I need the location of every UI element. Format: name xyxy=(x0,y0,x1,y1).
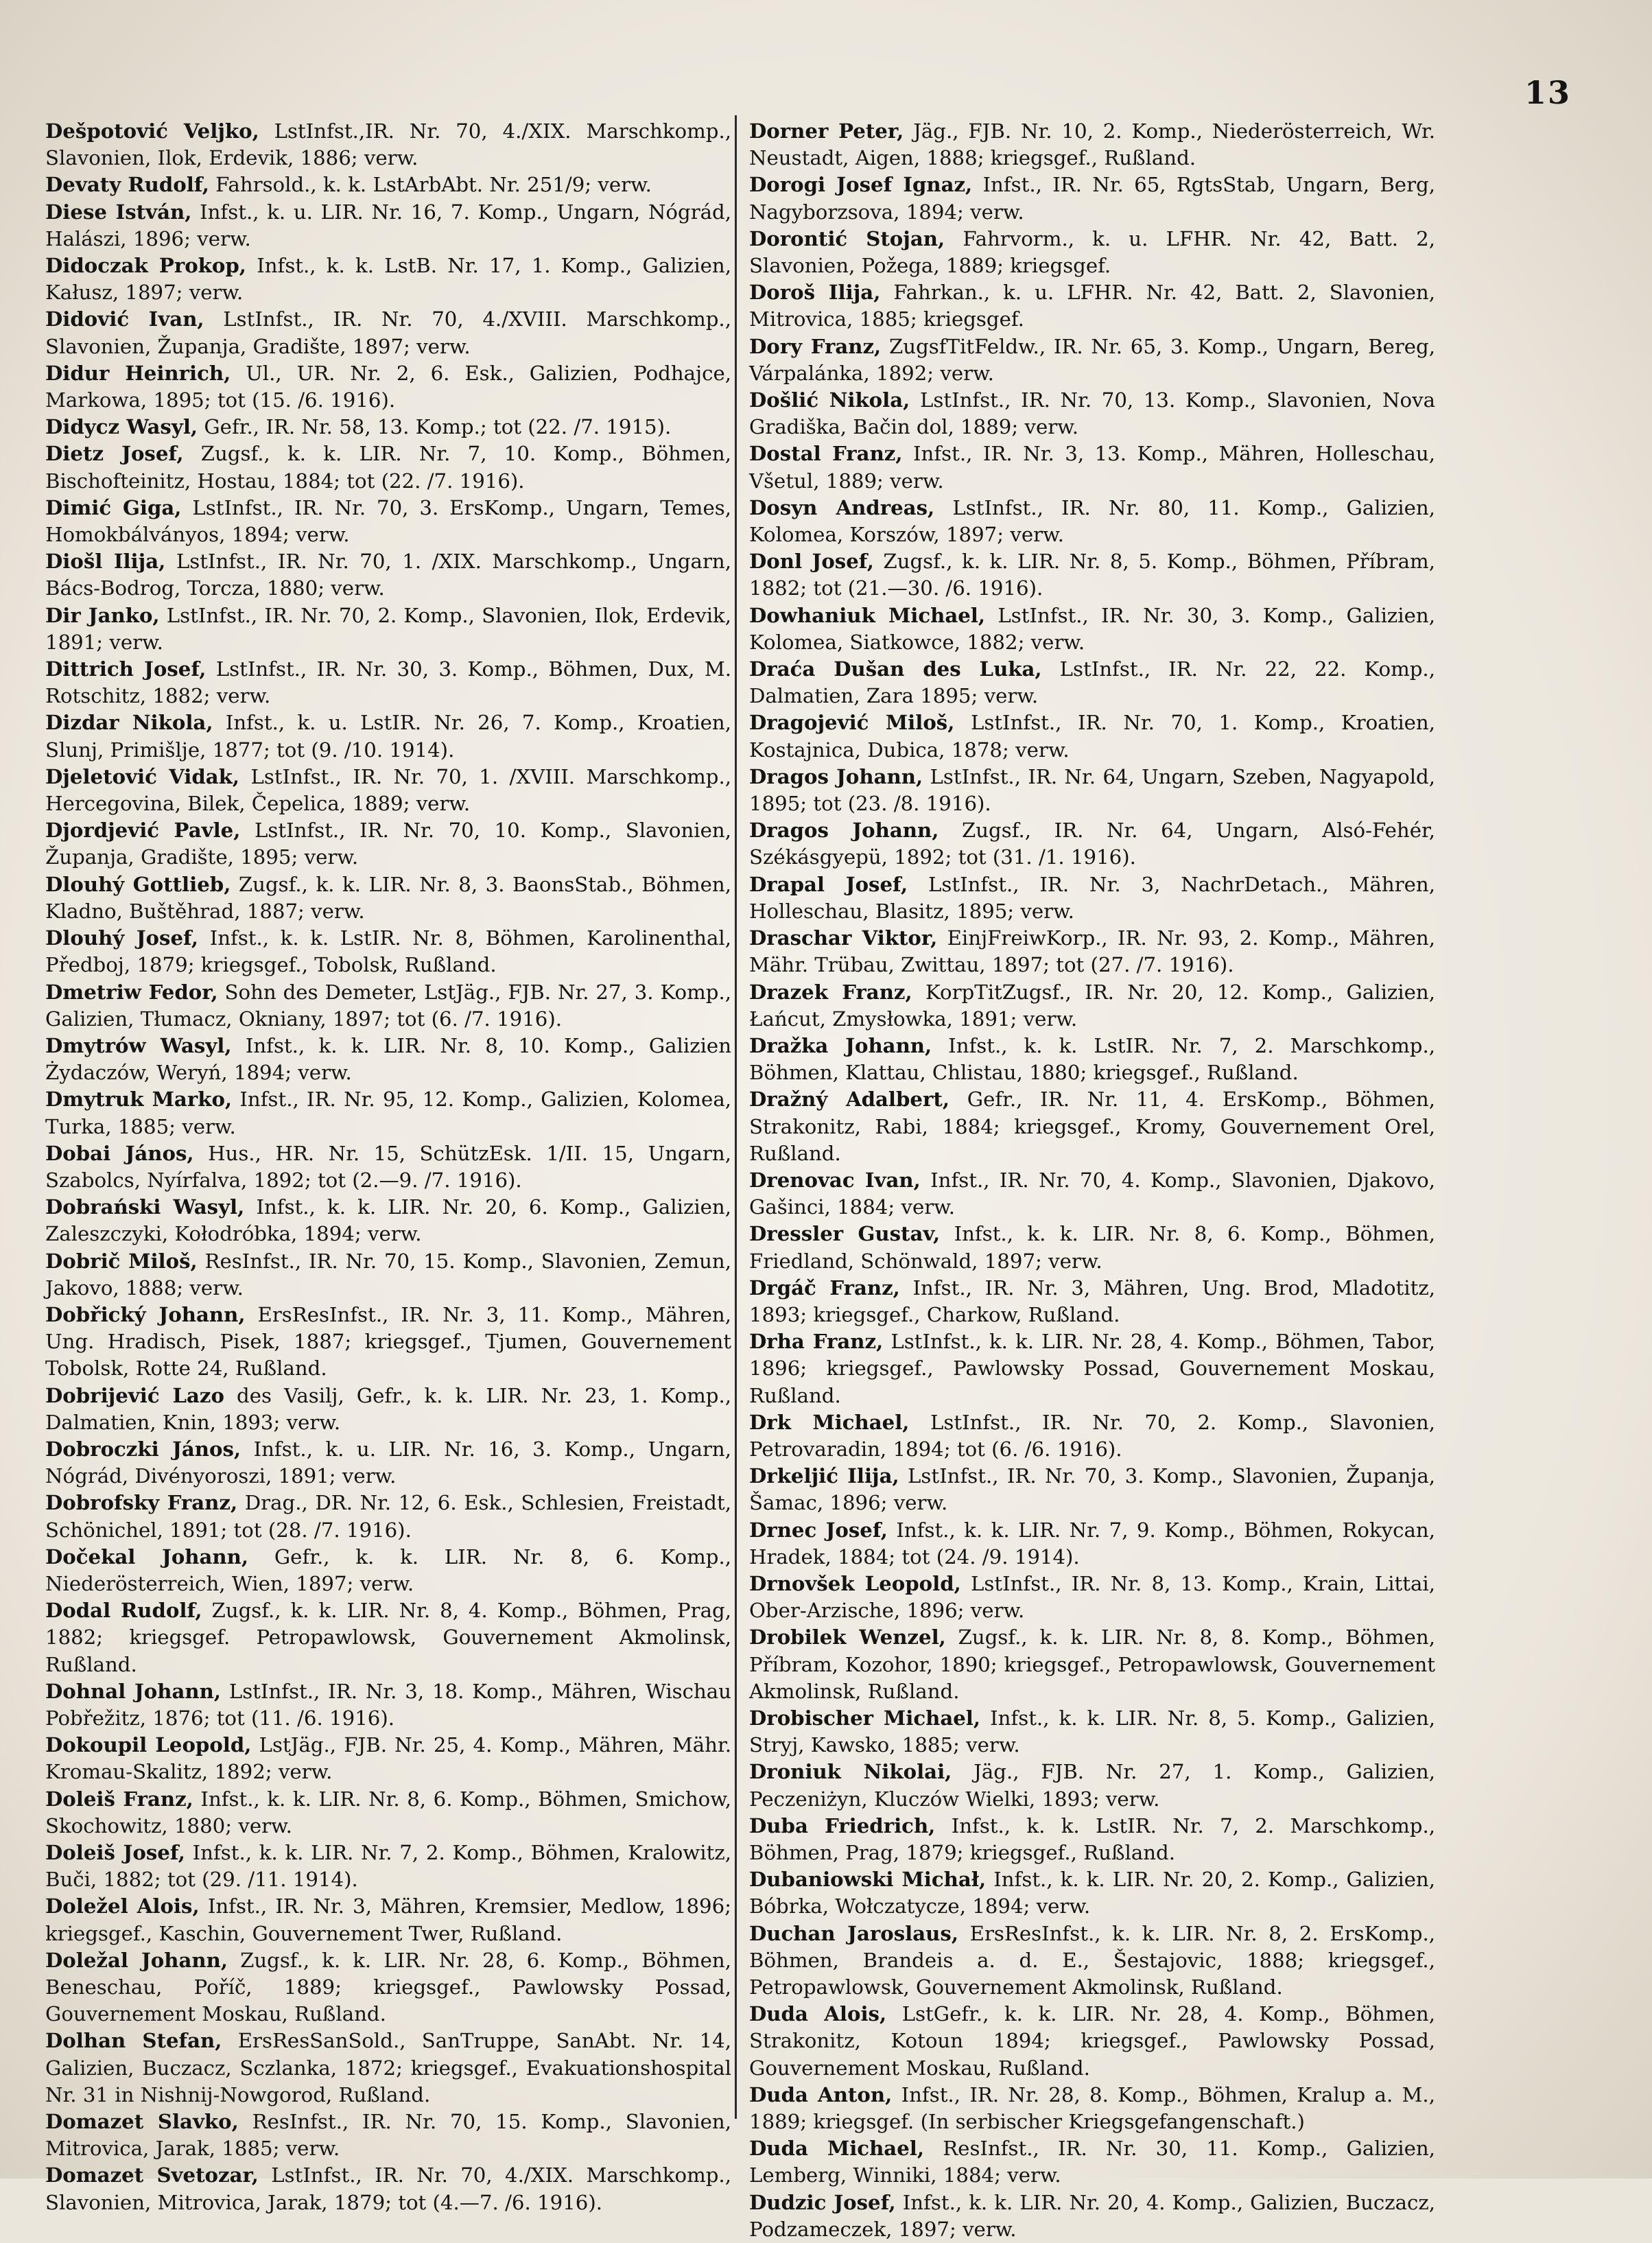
entry-details: Jäg., FJB. Nr. 27, 1. Komp., Galizien, Peczeniżyn, Kluczów Wielki, 1893; verw. xyxy=(749,1760,1436,1811)
entry-details: LstInfst., IR. Nr. 70, 3. ErsKomp., Ungarn, Temes, Homokbálványos, 1894; verw. xyxy=(45,495,731,547)
register-entry xyxy=(45,1033,731,1086)
register-entry xyxy=(749,925,1435,978)
register-entry xyxy=(45,1248,731,1302)
entry-name: Dohnal Johann, xyxy=(45,1679,221,1703)
register-entry xyxy=(45,199,731,253)
register-entry xyxy=(45,1490,731,1543)
entry-details: Zugsf., k. k. LIR. Nr. 8, 8. Komp., Böhmen, Příbram, Kozohor, 1890; kriegsgef., Petropawlowsk, Gouvernement Akmolinsk, Rußland. xyxy=(749,1625,1435,1703)
register-entry xyxy=(45,1383,731,1436)
entry-details: LstGefr., k. k. LIR. Nr. 28, 4. Komp., Böhmen, Strakonitz, Kotoun 1894; kriegsgef., Pawlowsky Possad, Gouvernement Moskau, Rußland. xyxy=(749,2002,1435,2080)
entry-details: Infst., k. u. LIR. Nr. 16, 7. Komp., Ungarn, Nógrád, Halászi, 1896; verw. xyxy=(45,200,732,250)
entry-name: Draschar Viktor, xyxy=(749,926,938,950)
entry-details: ZugsfTitFeldw., IR. Nr. 65, 3. Komp., Ungarn, Bereg, Várpalánka, 1892; verw. xyxy=(749,334,1436,385)
register-entry xyxy=(749,387,1435,441)
entry-name: Dobrofsky Franz, xyxy=(45,1491,238,1515)
entry-name: Doležal Johann, xyxy=(45,1948,228,1972)
register-entry xyxy=(749,1033,1435,1086)
entry-name: Doležel Alois, xyxy=(45,1894,200,1918)
entry-name: Dragojević Miloš, xyxy=(749,711,955,735)
register-entry xyxy=(45,1786,731,1840)
entry-name: Devaty Rudolf, xyxy=(45,173,209,197)
entry-details: KorpTitZugsf., IR. Nr. 20, 12. Komp., Galizien, Łańcut, Zmysłowka, 1891; verw. xyxy=(749,980,1435,1031)
entry-details: LstInfst., IR. Nr. 70, 10. Komp., Slavonien, Županja, Gradište, 1895; verw. xyxy=(45,819,731,869)
entry-details: Zugsf., k. k. LIR. Nr. 8, 4. Komp., Böhmen, Prag, 1882; kriegsgef. Petropawlowsk, Gouvernement Akmolinsk, Rußland. xyxy=(45,1599,731,1676)
register-entry xyxy=(45,495,731,548)
entry-details: Zugsf., k. k. LIR. Nr. 28, 6. Komp., Böhmen, Beneschau, Poříč, 1889; kriegsgef., Pawlowsky Possad, Gouvernement Moskau, Rußland. xyxy=(45,1948,731,2026)
entry-name: Dostal Franz, xyxy=(749,442,903,466)
entry-name: Dobrański Wasyl, xyxy=(45,1195,245,1219)
entry-name: Dobai János, xyxy=(45,1141,194,1165)
entry-name: Dorogi Josef Ignaz, xyxy=(749,173,973,197)
entry-name: Dmetriw Fedor, xyxy=(45,980,218,1004)
register-entry xyxy=(749,495,1435,548)
entry-details: Infst., k. k. LIR. Nr. 8, 10. Komp., Galizien Żydaczów, Weryń, 1894; verw. xyxy=(45,1033,731,1085)
left-column xyxy=(45,118,731,2216)
entry-name: Dressler Gustav, xyxy=(749,1222,941,1246)
entry-name: Dmytrów Wasyl, xyxy=(45,1033,232,1057)
entry-name: Drobilek Wenzel, xyxy=(749,1625,946,1649)
register-entry xyxy=(45,602,731,656)
entry-details: LstJäg., FJB. Nr. 25, 4. Komp., Mähren, Mähr. Kromau-Skalitz, 1892; verw. xyxy=(45,1733,731,1784)
entry-name: Dobřický Johann, xyxy=(45,1302,246,1326)
entry-name: Dubaniowski Michał, xyxy=(749,1868,987,1892)
page-number: 13 xyxy=(1524,74,1571,111)
register-entry xyxy=(749,548,1435,602)
register-entry xyxy=(749,1463,1435,1516)
entry-name: Drazek Franz, xyxy=(749,980,912,1004)
entry-details: LstInfst., IR. Nr. 70, 1. /XIX. Marschkomp., Ungarn, Bács-Bodrog, Torcza, 1880; verw. xyxy=(45,550,731,600)
entry-details: ResInfst., IR. Nr. 70, 15. Komp., Slavonien, Zemun, Jakovo, 1888; verw. xyxy=(45,1249,731,1300)
entry-name: Dobrijević Lazo xyxy=(45,1383,224,1407)
register-entry xyxy=(749,2189,1435,2243)
entry-name: Dlouhý Josef, xyxy=(45,926,199,950)
entry-name: Došlić Nikola, xyxy=(749,388,910,412)
entry-details: des Vasilj, Gefr., k. k. LIR. Nr. 23, 1. Komp., Dalmatien, Knin, 1893; verw. xyxy=(45,1383,731,1434)
entry-details: LstInfst., IR. Nr. 70, 3. Komp., Slavonien, Županja, Šamac, 1896; verw. xyxy=(749,1464,1435,1515)
entry-name: Domazet Slavko, xyxy=(45,2110,239,2134)
entry-name: Duba Friedrich, xyxy=(749,1813,936,1837)
register-entry xyxy=(45,817,731,871)
entry-name: Dlouhý Gottlieb, xyxy=(45,872,231,896)
entry-details: ResInfst., IR. Nr. 70, 15. Komp., Slavonien, Mitrovica, Jarak, 1885; verw. xyxy=(45,2110,731,2161)
entry-name: Duchan Jaroslaus, xyxy=(749,1921,958,1945)
register-entry xyxy=(749,871,1435,925)
entry-name: Didoczak Prokop, xyxy=(45,254,246,278)
entry-details: LstInfst., IR. Nr. 30, 3. Komp., Galizien, Kolomea, Siatkowce, 1882; verw. xyxy=(749,603,1435,654)
entry-details: Infst., IR. Nr. 3, Mähren, Kremsier, Medlow, 1896; kriegsgef., Kaschin, Gouvernement Twer, Rußland. xyxy=(45,1894,732,1945)
entry-details: Infst., k. k. LIR. Nr. 8, 6. Komp., Böhmen, Friedland, Schönwald, 1897; verw. xyxy=(749,1222,1435,1273)
entry-details: Hus., HR. Nr. 15, SchützEsk. 1/II. 15, Ungarn, Szabolcs, Nyírfalva, 1892; tot (2.—9. /7. 1916). xyxy=(45,1141,731,1192)
register-entry xyxy=(749,2135,1435,2189)
entry-name: Dittrich Josef, xyxy=(45,657,206,681)
entry-details: Infst., k. k. LIR. Nr. 20, 2. Komp., Galizien, Bóbrka, Wołczatycze, 1894; verw. xyxy=(749,1868,1436,1918)
entry-details: ErsResInfst., k. k. LIR. Nr. 8, 2. ErsKomp., Böhmen, Brandeis a. d. E., Šestajovic, 1888; kriegsgef., Petropawlowsk, Gouvernement Akmolinsk, Rußland. xyxy=(749,1921,1436,1999)
register-entry xyxy=(45,1140,731,1194)
register-entry xyxy=(749,226,1435,279)
entry-details: ResInfst., IR. Nr. 30, 11. Komp., Galizien, Lemberg, Winniki, 1884; verw. xyxy=(749,2137,1435,2187)
register-entry xyxy=(45,1302,731,1383)
entry-details: LstInfst.,IR. Nr. 70, 4./XIX. Marschkomp., Slavonien, Ilok, Erdevik, 1886; verw. xyxy=(45,119,731,170)
register-entry xyxy=(749,1328,1435,1409)
entry-name: Diošl Ilija, xyxy=(45,550,166,574)
register-entry xyxy=(45,1194,731,1247)
entry-name: Dragos Johann, xyxy=(749,819,939,843)
entry-name: Dorner Peter, xyxy=(749,119,904,143)
entry-details: LstInfst., IR. Nr. 70, 4./XVIII. Marschkomp., Slavonien, Županja, Gradište, 1897; verw. xyxy=(45,307,731,358)
entry-details: Drag., DR. Nr. 12, 6. Esk., Schlesien, Freistadt, Schönichel, 1891; tot (28. /7. 1916). xyxy=(45,1491,731,1542)
register-entry xyxy=(749,1167,1435,1221)
register-entry xyxy=(749,172,1435,225)
register-entry xyxy=(45,1678,731,1732)
register-entry xyxy=(749,1517,1435,1571)
entry-name: Djordjević Pavle, xyxy=(45,819,241,843)
right-column xyxy=(749,118,1435,2243)
register-entry xyxy=(45,253,731,306)
entry-name: Didycz Wasyl, xyxy=(45,415,198,439)
entry-details: Infst., IR. Nr. 95, 12. Komp., Galizien, Kolomea, Turka, 1885; verw. xyxy=(45,1088,732,1138)
entry-details: Infst., k. k. LIR. Nr. 20, 4. Komp., Galizien, Buczacz, Podzameczek, 1897; verw. xyxy=(749,2190,1435,2241)
entry-details: ErsResInfst., IR. Nr. 3, 11. Komp., Mähren, Ung. Hradisch, Pisek, 1887; kriegsgef., Tjumen, Gouvernement Tobolsk, Rotte 24, Rußland. xyxy=(45,1302,731,1381)
entry-details: ErsResSanSold., SanTruppe, SanAbt. Nr. 14, Galizien, Buczacz, Sczlanka, 1872; kriegsgef., Evakuationshospital Nr. 31 in Nishnij-Nowgorod, Rußland. xyxy=(45,2029,731,2106)
entry-name: Doleiš Franz, xyxy=(45,1787,193,1811)
entry-name: Diese István, xyxy=(45,200,192,224)
entry-name: Duda Michael, xyxy=(749,2137,925,2161)
register-entry xyxy=(749,1624,1435,1705)
register-entry xyxy=(749,709,1435,763)
register-entry xyxy=(45,548,731,602)
entry-name: Duda Alois, xyxy=(749,2002,887,2026)
entry-details: Infst., IR. Nr. 28, 8. Komp., Böhmen, Kralup a. M., 1889; kriegsgef. (In serbischer Kriegsgefangenschaft.) xyxy=(749,2082,1435,2134)
register-entry xyxy=(749,1866,1435,1920)
entry-details: Jäg., FJB. Nr. 10, 2. Komp., Niederösterreich, Wr. Neustadt, Aigen, 1888; kriegsgef., Rußland. xyxy=(749,119,1435,170)
entry-name: Drenovac Ivan, xyxy=(749,1168,921,1192)
entry-details: LstInfst., IR. Nr. 80, 11. Komp., Galizien, Kolomea, Korszów, 1897; verw. xyxy=(749,495,1435,547)
register-entry xyxy=(45,979,731,1033)
entry-name: Dory Franz, xyxy=(749,334,882,358)
entry-details: Infst., IR. Nr. 70, 4. Komp., Slavonien, Djakovo, Gašinci, 1884; verw. xyxy=(749,1168,1435,1219)
entry-name: Dodal Rudolf, xyxy=(45,1599,202,1623)
entry-name: Drgáč Franz, xyxy=(749,1276,900,1300)
register-entry xyxy=(45,1732,731,1785)
column-divider xyxy=(735,115,737,2119)
register-entry xyxy=(45,1597,731,1678)
register-entry xyxy=(749,1086,1435,1167)
register-entry xyxy=(749,118,1435,172)
entry-name: Drk Michael, xyxy=(749,1410,910,1434)
register-entry xyxy=(749,1759,1435,1812)
register-entry xyxy=(45,1086,731,1140)
entry-name: Dočekal Johann, xyxy=(45,1545,249,1569)
entry-name: Dražka Johann, xyxy=(749,1033,932,1057)
entry-name: Dietz Josef, xyxy=(45,442,184,466)
entry-details: Infst., k. k. LstIR. Nr. 8, Böhmen, Karolinenthal, Předboj, 1879; kriegsgef., Tobolsk, Rußland. xyxy=(45,926,731,977)
entry-details: Infst., k. k. LstIR. Nr. 7, 2. Marschkomp., Böhmen, Prag, 1879; kriegsgef., Rußland. xyxy=(749,1813,1436,1864)
entry-details: Infst., k. k. LIR. Nr. 8, 5. Komp., Galizien, Stryj, Kawsko, 1885; verw. xyxy=(749,1706,1435,1757)
register-entry xyxy=(749,441,1435,494)
entry-details: EinjFreiwKorp., IR. Nr. 93, 2. Komp., Mähren, Mähr. Trübau, Zwittau, 1897; tot (27. /7. 1916). xyxy=(749,926,1435,977)
entry-name: Dešpotović Veljko, xyxy=(45,119,259,143)
register-entry xyxy=(749,656,1435,709)
entry-details: Gefr., IR. Nr. 58, 13. Komp.; tot (22. /7. 1915). xyxy=(204,415,672,439)
entry-name: Drobischer Michael, xyxy=(749,1706,981,1730)
entry-details: Fahrvorm., k. u. LFHR. Nr. 42, Batt. 2, Slavonien, Požega, 1889; kriegsgef. xyxy=(749,226,1436,278)
entry-name: Dudzic Josef, xyxy=(749,2190,896,2214)
entry-name: Dokoupil Leopold, xyxy=(45,1733,252,1757)
entry-name: Didović Ivan, xyxy=(45,307,204,331)
register-entry xyxy=(45,709,731,763)
register-entry xyxy=(45,656,731,709)
register-entry xyxy=(749,1813,1435,1866)
entry-details: Gefr., IR. Nr. 11, 4. ErsKomp., Böhmen, Strakonitz, Rabi, 1884; kriegsgef., Kromy, Gouvernement Orel, Rußland. xyxy=(749,1088,1436,1165)
register-entry xyxy=(45,764,731,817)
register-entry xyxy=(45,871,731,925)
entry-details: LstInfst., IR. Nr. 70, 2. Komp., Slavonien, Ilok, Erdevik, 1891; verw. xyxy=(45,603,732,654)
entry-details: Infst., k. k. LIR. Nr. 20, 6. Komp., Galizien, Zaleszczyki, Kołodróbka, 1894; verw. xyxy=(45,1195,731,1246)
entry-details: Gefr., k. k. LIR. Nr. 8, 6. Komp., Niederösterreich, Wien, 1897; verw. xyxy=(45,1545,732,1595)
entry-details: Zugsf., k. k. LIR. Nr. 8, 5. Komp., Böhmen, Příbram, 1882; tot (21.—30. /6. 1916). xyxy=(749,550,1435,600)
entry-details: Infst., IR. Nr. 3, Mähren, Ung. Brod, Mladotitz, 1893; kriegsgef., Charkow, Rußland. xyxy=(749,1276,1435,1326)
entry-name: Dolhan Stefan, xyxy=(45,2029,222,2053)
register-entry xyxy=(45,2028,731,2109)
entry-name: Dragos Johann, xyxy=(749,764,923,788)
entry-name: Doleiš Josef, xyxy=(45,1841,185,1864)
register-entry xyxy=(749,1409,1435,1463)
register-entry xyxy=(45,172,731,198)
entry-name: Dosyn Andreas, xyxy=(749,495,935,519)
entry-details: Fahrsold., k. k. LstArbAbt. Nr. 251/9; verw. xyxy=(215,173,652,197)
entry-name: Duda Anton, xyxy=(749,2082,893,2106)
entry-details: Infst., IR. Nr. 3, 13. Komp., Mähren, Holleschau, Všetul, 1889; verw. xyxy=(749,442,1435,493)
register-entry xyxy=(749,602,1435,656)
entry-details: Sohn des Demeter, LstJäg., FJB. Nr. 27, 3. Komp., Galizien, Tłumacz, Okniany, 1897; tot (6. /7. 1916). xyxy=(45,980,732,1031)
entry-name: Doroš Ilija, xyxy=(749,281,881,305)
entry-name: Drapal Josef, xyxy=(749,872,908,896)
register-entry xyxy=(749,2001,1435,2082)
entry-name: Dobroczki János, xyxy=(45,1437,241,1461)
register-entry xyxy=(45,2162,731,2216)
entry-name: Djeletović Vidak, xyxy=(45,764,240,788)
entry-name: Dorontić Stojan, xyxy=(749,226,945,250)
entry-details: Ul., UR. Nr. 2, 6. Esk., Galizien, Podhajce, Markowa, 1895; tot (15. /6. 1916). xyxy=(45,361,731,412)
entry-name: Dimić Giga, xyxy=(45,495,182,519)
register-entry xyxy=(749,1705,1435,1759)
register-entry xyxy=(749,1921,1435,2001)
entry-details: LstInfst., IR. Nr. 70, 1. /XVIII. Marschkomp., Hercegovina, Bilek, Čepelica, 1889; verw. xyxy=(45,764,731,816)
entry-details: Zugsf., k. k. LIR. Nr. 8, 3. BaonsStab., Böhmen, Kladno, Buštěhrad, 1887; verw. xyxy=(45,872,731,923)
register-entry xyxy=(45,2109,731,2162)
register-entry xyxy=(45,1544,731,1597)
entry-details: LstInfst., IR. Nr. 70, 1. Komp., Kroatien, Kostajnica, Dubica, 1878; verw. xyxy=(749,711,1436,762)
register-entry xyxy=(45,925,731,978)
register-entry xyxy=(45,306,731,360)
entry-name: Draća Dušan des Luka, xyxy=(749,657,1042,681)
register-entry xyxy=(45,1893,731,1947)
register-entry xyxy=(45,414,731,441)
register-entry xyxy=(749,1221,1435,1274)
entry-details: LstInfst., IR. Nr. 70, 2. Komp., Slavonien, Petrovaradin, 1894; tot (6. /6. 1916). xyxy=(749,1410,1436,1461)
entry-name: Dražný Adalbert, xyxy=(749,1088,950,1112)
entry-name: Dowhaniuk Michael, xyxy=(749,603,986,627)
entry-name: Dobrič Miloš, xyxy=(45,1249,198,1273)
register-entry xyxy=(45,118,731,172)
entry-name: Droniuk Nikolai, xyxy=(749,1760,952,1784)
entry-details: LstInfst., IR. Nr. 3, 18. Komp., Mähren, Wischau Pobřežitz, 1876; tot (11. /6. 1916). xyxy=(45,1679,731,1730)
entry-details: Infst., k. u. LIR. Nr. 16, 3. Komp., Ungarn, Nógrád, Divényoroszi, 1891; verw. xyxy=(45,1437,731,1488)
register-entry xyxy=(749,817,1435,871)
entry-name: Drkeljić Ilija, xyxy=(749,1464,899,1488)
entry-details: LstInfst., IR. Nr. 3, NachrDetach., Mähren, Holleschau, Blasitz, 1895; verw. xyxy=(749,872,1436,923)
register-entry xyxy=(749,764,1435,817)
entry-name: Dmytruk Marko, xyxy=(45,1088,233,1112)
register-entry xyxy=(45,441,731,494)
register-entry xyxy=(749,1275,1435,1328)
entry-details: LstInfst., IR. Nr. 70, 13. Komp., Slavonien, Nova Gradiška, Bačin dol, 1889; verw. xyxy=(749,388,1435,439)
entry-details: Infst., k. k. LstB. Nr. 17, 1. Komp., Galizien, Kałusz, 1897; verw. xyxy=(45,254,731,305)
entry-name: Dir Janko, xyxy=(45,603,160,627)
entry-details: LstInfst., k. k. LIR. Nr. 28, 4. Komp., Böhmen, Tabor, 1896; kriegsgef., Pawlowsky Possad, Gouvernement Moskau, Rußland. xyxy=(749,1330,1435,1407)
entry-details: LstInfst., IR. Nr. 70, 4./XIX. Marschkomp., Slavonien, Mitrovica, Jarak, 1879; tot (4.—7. /6. 1916). xyxy=(45,2163,731,2214)
entry-details: Infst., k. k. LIR. Nr. 7, 2. Komp., Böhmen, Kralowitz, Buči, 1882; tot (29. /11. 1914). xyxy=(45,1841,732,1892)
register-entry xyxy=(749,333,1435,387)
entry-name: Domazet Svetozar, xyxy=(45,2163,259,2187)
register-entry xyxy=(749,279,1435,333)
entry-details: LstInfst., IR. Nr. 64, Ungarn, Szeben, Nagyapold, 1895; tot (23. /8. 1916). xyxy=(749,764,1436,816)
entry-details: Infst., k. u. LstIR. Nr. 26, 7. Komp., Kroatien, Slunj, Primišlje, 1877; tot (9. /10. 1914). xyxy=(45,711,732,762)
entry-details: Infst., k. k. LIR. Nr. 7, 9. Komp., Böhmen, Rokycan, Hradek, 1884; tot (24. /9. 1914). xyxy=(749,1518,1435,1569)
entry-details: LstInfst., IR. Nr. 30, 3. Komp., Böhmen, Dux, M. Rotschitz, 1882; verw. xyxy=(45,657,731,708)
entry-name: Drnovšek Leopold, xyxy=(749,1571,961,1595)
entry-details: Fahrkan., k. u. LFHR. Nr. 42, Batt. 2, Slavonien, Mitrovica, 1885; kriegsgef. xyxy=(749,281,1435,331)
entry-details: Infst., k. k. LstIR. Nr. 7, 2. Marschkomp., Böhmen, Klattau, Chlistau, 1880; kriegsgef., Rußland. xyxy=(749,1033,1435,1085)
entry-name: Drnec Josef, xyxy=(749,1518,888,1542)
register-entry xyxy=(45,360,731,414)
entry-name: Drha Franz, xyxy=(749,1330,884,1354)
entry-name: Dizdar Nikola, xyxy=(45,711,213,735)
entry-details: LstInfst., IR. Nr. 8, 13. Komp., Krain, Littai, Ober-Arzische, 1896; verw. xyxy=(749,1571,1435,1623)
entry-details: Infst., k. k. LIR. Nr. 8, 6. Komp., Böhmen, Smichow, Skochowitz, 1880; verw. xyxy=(45,1787,732,1837)
register-entry xyxy=(45,1436,731,1490)
entry-details: Infst., IR. Nr. 65, RgtsStab, Ungarn, Berg, Nagyborzsova, 1894; verw. xyxy=(749,173,1435,224)
entry-name: Donl Josef, xyxy=(749,550,874,574)
entry-details: Zugsf., IR. Nr. 64, Ungarn, Alsó-Fehér, Székásgyepü, 1892; tot (31. /1. 1916). xyxy=(749,819,1435,869)
register-entry xyxy=(749,2082,1435,2135)
entry-details: Zugsf., k. k. LIR. Nr. 7, 10. Komp., Böhmen, Bischofteinitz, Hostau, 1884; tot (22. /7. 1916). xyxy=(45,442,732,493)
register-entry xyxy=(45,1947,731,2028)
register-entry xyxy=(45,1840,731,1893)
entry-name: Didur Heinrich, xyxy=(45,361,231,385)
entry-details: LstInfst., IR. Nr. 22, 22. Komp., Dalmatien, Zara 1895; verw. xyxy=(749,657,1435,708)
register-entry xyxy=(749,1571,1435,1624)
register-entry xyxy=(749,979,1435,1033)
